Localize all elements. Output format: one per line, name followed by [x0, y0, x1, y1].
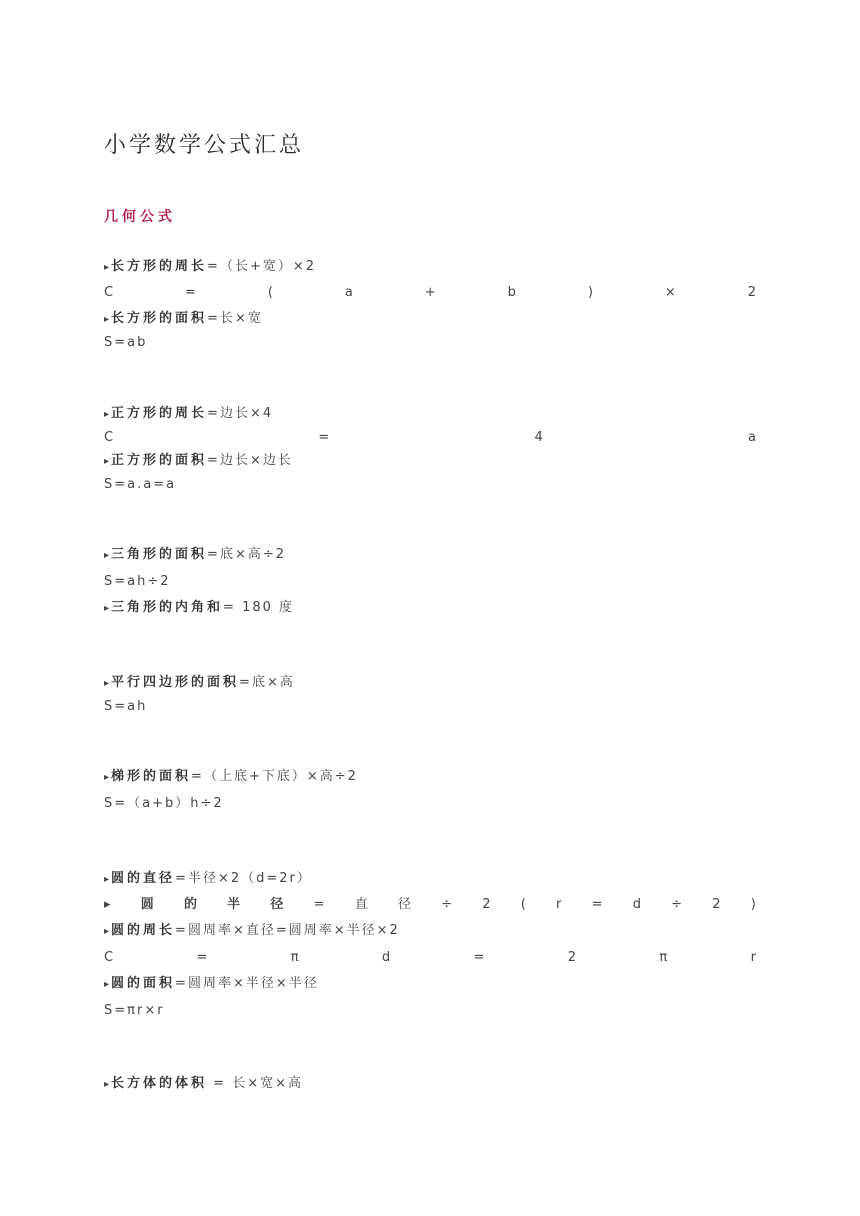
formula-name: 三角形的面积	[111, 547, 208, 562]
formula-name: 圆的面积	[111, 976, 176, 991]
formula-heading	[104, 975, 756, 994]
bullet-triangle-icon: ▸	[104, 550, 110, 561]
formula-heading	[104, 674, 756, 693]
formula-name: 圆的周长	[111, 923, 176, 938]
formula-token: 2	[712, 897, 721, 912]
formula-symbolic: S=a.a=a	[104, 477, 177, 492]
formula-token: )	[587, 285, 593, 300]
formula-token: ÷	[671, 897, 683, 912]
formula-name: 长方形的面积	[111, 311, 208, 326]
formula-heading	[104, 405, 756, 424]
formula-expression: =边长×边长	[207, 453, 293, 468]
formula-symbolic-justified	[104, 429, 756, 447]
formula-heading	[104, 546, 756, 565]
formula-symbolic: S=ab	[104, 335, 148, 350]
formula-token: 2	[567, 950, 577, 965]
formula-token: C	[104, 950, 114, 965]
page-title: 小学数学公式汇总	[104, 133, 305, 158]
formula-token: =	[185, 285, 196, 300]
formula-expression: =圆周率×直径=圆周率×半径×2	[175, 923, 400, 938]
formula-token: d	[632, 897, 641, 912]
formula-symbolic-justified	[104, 949, 756, 967]
formula-token: =	[313, 897, 325, 912]
bullet-triangle-icon: ▸	[104, 874, 110, 885]
formula-token: C	[104, 285, 114, 300]
bullet-triangle-icon: ▸	[104, 314, 110, 325]
formula-symbolic-justified	[104, 896, 756, 914]
formula-heading	[104, 768, 756, 787]
formula-token: +	[424, 285, 436, 300]
formula-token: 直	[354, 897, 368, 912]
formula-heading	[104, 599, 756, 618]
formula-token: 4	[534, 430, 543, 445]
formula-token: r	[750, 950, 756, 965]
formula-token: ÷	[441, 897, 453, 912]
bullet-triangle-icon: ▸	[104, 979, 110, 990]
formula-expression: =边长×4	[207, 406, 274, 421]
formula-heading	[104, 1075, 756, 1094]
formula-symbolic: S=（a+b）h÷2	[104, 796, 224, 811]
formula-token: π	[659, 950, 668, 965]
formula-token: ×	[664, 285, 676, 300]
formula-symbolic-justified	[104, 284, 756, 302]
formula-heading	[104, 922, 756, 941]
formula-name: 圆的直径	[111, 871, 176, 886]
formula-token: =	[591, 897, 603, 912]
formula-token: a	[748, 430, 756, 445]
formula-token: 2	[747, 285, 756, 300]
formula-token: d	[381, 950, 391, 965]
justified-tokens	[104, 949, 756, 967]
formula-token: (	[520, 897, 526, 912]
formula-token: π	[290, 950, 299, 965]
formula-expression: =半径×2（d=2r）	[175, 871, 312, 886]
formula-expression: =圆周率×半径×半径	[175, 976, 319, 991]
formula-heading	[104, 452, 756, 471]
bullet-triangle-icon: ▸	[104, 678, 110, 689]
bullet-triangle-icon: ▸	[104, 409, 110, 420]
formula-token: 的	[183, 897, 197, 912]
formula-expression: =（上底+下底）×高÷2	[191, 769, 358, 784]
formula-name: 梯形的面积	[111, 769, 192, 784]
formula-symbolic: S=πr×r	[104, 1003, 165, 1018]
justified-tokens	[104, 896, 756, 914]
section-heading: 几何公式	[104, 209, 176, 225]
bullet-triangle-icon: ▸	[104, 603, 110, 614]
formula-symbolic: S=ah÷2	[104, 574, 171, 589]
formula-heading	[104, 870, 756, 889]
formula-heading	[104, 258, 756, 277]
bullet-triangle-icon: ▸	[104, 772, 110, 783]
formula-expression: =长×宽	[207, 311, 263, 326]
formula-expression: = 长×宽×高	[207, 1076, 303, 1091]
formula-name: 正方形的周长	[111, 406, 208, 421]
justified-tokens	[104, 284, 756, 302]
formula-token: ▸	[104, 897, 111, 912]
formula-expression: =底×高÷2	[207, 547, 286, 562]
bullet-triangle-icon: ▸	[104, 926, 110, 937]
bullet-triangle-icon: ▸	[104, 456, 110, 467]
formula-name: 平行四边形的面积	[111, 675, 240, 690]
formula-token: r	[556, 897, 562, 912]
bullet-triangle-icon: ▸	[104, 1079, 110, 1090]
formula-token: )	[750, 897, 756, 912]
formula-token: b	[507, 285, 516, 300]
formula-token: a	[344, 285, 353, 300]
formula-expression: =底×高	[239, 675, 295, 690]
formula-token: 2	[482, 897, 491, 912]
formula-token: =	[473, 950, 485, 965]
formula-token: C	[104, 430, 114, 445]
formula-token: =	[318, 430, 330, 445]
formula-heading	[104, 310, 756, 329]
formula-name: 长方形的周长	[111, 259, 208, 274]
formula-symbolic: S=ah	[104, 699, 148, 714]
formula-token: 径	[397, 897, 411, 912]
formula-token: 圆	[140, 897, 154, 912]
bullet-triangle-icon: ▸	[104, 262, 110, 273]
formula-name: 三角形的内角和	[111, 600, 224, 615]
formula-expression: =（长+宽）×2	[207, 259, 316, 274]
justified-tokens	[104, 429, 756, 447]
formula-token: 径	[270, 897, 284, 912]
formula-expression: = 180 度	[223, 600, 295, 615]
formula-token: (	[267, 285, 273, 300]
formula-name: 正方形的面积	[111, 453, 208, 468]
formula-token: =	[196, 950, 208, 965]
formula-token: 半	[227, 897, 241, 912]
formula-name: 长方体的体积	[111, 1076, 208, 1091]
